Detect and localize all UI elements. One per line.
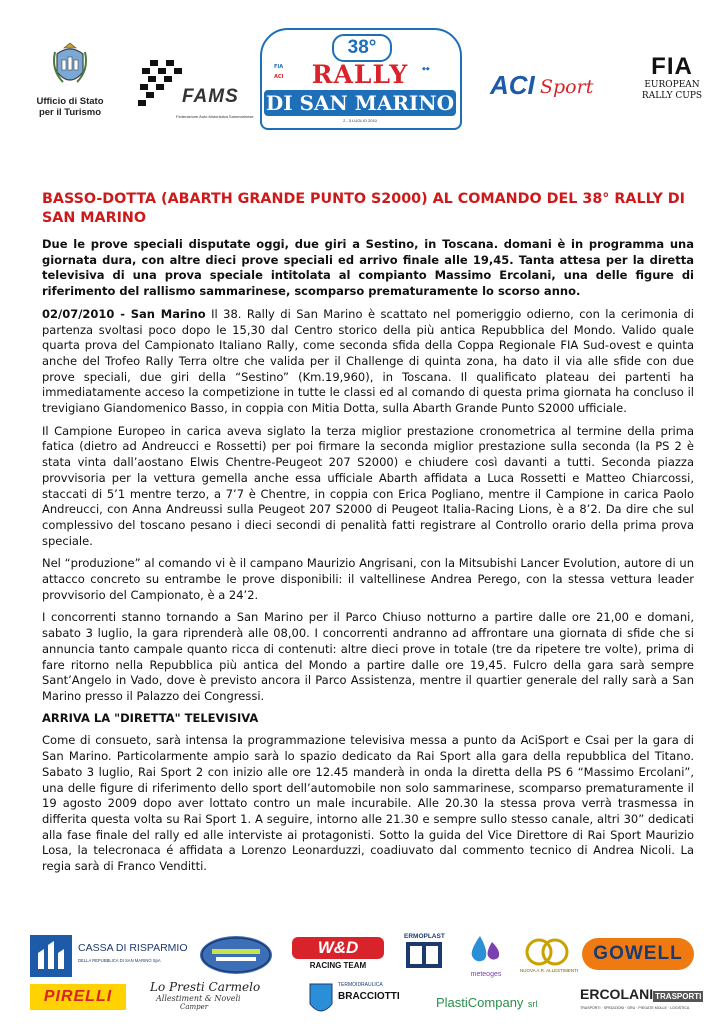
ellipse-badge-icon <box>200 936 272 974</box>
cassa-risparmio-logo <box>30 935 188 977</box>
article-dateline: 02/07/2010 - San Marino <box>42 306 206 321</box>
wd-sub: RACING TEAM <box>309 961 367 970</box>
checkered-flag-icon <box>138 58 186 108</box>
lo-presti-line3: Camper <box>180 1003 209 1011</box>
lo-presti-logo <box>150 980 280 1020</box>
plasticompany-logo <box>436 994 556 1014</box>
nuova-ar-name: NUOVA A.R. ALLESTIMENTI <box>520 968 579 973</box>
article-paragraph-1-text: Il 38. Rally di San Marino è scattato nel pomeriggio odierno, con la cerimonia di partenza svoltasi poco dopo le 15,30 dal Centro storico della più antica Repubblica del Mondo. Valido quale quarta prova del Campionato Italiano Rally, come seconda sfida della Coppa Regionale FIA Sud-ovest e quinta anche del Trofeo Rally Terra oltre che valida per il Challenge di quinta zona, ha dato il via alle sfide con due prove speciali, due giri della “Sestino” (Km.19,960), in Toscana. Il qualificato plateau dei partenti ha immediatamente acceso la competizione in tutte le classi ed al comando di questa prima giornata ha concluso il trevigiano Giandomenico Basso, in coppia con Mitia Dotta, sulla Abarth Grande Punto S2000 ufficiale. <box>42 306 694 416</box>
gowell-logo <box>582 938 694 970</box>
gowell-name: GOWELL <box>593 943 683 964</box>
ermoplast-logo <box>404 933 450 973</box>
window-frame-icon <box>404 940 444 970</box>
fia-mini-icon: FIA <box>274 64 284 70</box>
fams-logo <box>138 58 254 128</box>
bracciotti-name: BRACCIOTTI <box>338 991 400 1002</box>
aci-sport-logo <box>484 68 608 108</box>
pirelli-name: PIRELLI <box>43 988 113 1005</box>
aci-word: ACI <box>490 70 535 100</box>
sm-tourism-line1: Ufficio di Stato <box>36 96 104 107</box>
article <box>42 190 694 875</box>
fia-line2: RALLY CUPS <box>641 91 703 101</box>
rally-badge-logo <box>260 28 460 128</box>
ercolani-sub: TRASPORTI · SPEDIZIONI · GRU · PIEGATE MOLLE · LOGISTICA <box>580 1006 690 1010</box>
ercolani-tag: TRASPORTI <box>655 992 702 1001</box>
ermoplast-name: ERMOPLAST <box>404 933 445 940</box>
aci-mini-icon: ACI <box>274 74 284 80</box>
article-paragraph-4: I concorrenti stanno tornando a San Marino per il Parco Chiuso notturno a partire dalle ore 21,00 e domani, sabato 3 luglio, la gara riprenderà alle 08,00. I concorrenti andranno ad affrontare una giornata di sfide che si annuncia tanto campale quanto ricca di contenuti: altre dieci prove in totale (tre da ripetere tre volte), prima di fare ritorno nella Repubblica più antica del Mondo a partire dalle ore 19,45. Fulcro della gara sarà sempre Sant’Angelo in Vado, dove è previsto ancora il Parco Assistenza, mentre il quartier generale del rally sarà a San Marino presso il Palazzo dei Congressi. <box>42 610 694 703</box>
cassa-line2: DELLA REPUBBLICA DI SAN MARINO SpA <box>78 958 161 963</box>
water-drop-icon <box>462 934 510 966</box>
article-subheading: ARRIVA LA "DIRETTA" TELEVISIVA <box>42 710 259 725</box>
plasticompany-srl: srl <box>527 999 538 1009</box>
fia-logo <box>637 54 707 126</box>
sponsor-ellipse-logo <box>200 936 272 974</box>
fia-word: FIA <box>651 53 693 80</box>
cassa-emblem-icon <box>30 935 72 977</box>
wd-name: W&D <box>292 937 384 959</box>
sm-tourism-line2: per il Turismo <box>38 107 102 118</box>
bracciotti-logo <box>306 978 410 1022</box>
meteoges-name: meteoges <box>470 971 502 978</box>
bracciotti-top: TERMOIDRAULICA <box>338 982 383 988</box>
article-paragraph-3: Nel “produzione” al comando vi è il campano Maurizio Angrisani, con la Mitsubishi Lancer Evolution, autore di un attacco concreto su entrambe le prove disponibili: il valtellinese Andrea Perego, con la stessa vettura leader provvisorio del Campionato, è a 24’2. <box>42 556 694 602</box>
wd-racing-logo <box>292 937 384 971</box>
article-paragraph-2: Il Campione Europeo in carica aveva siglato la terza miglior prestazione cronometrica al termine della prima fatica (dietro ad Andreucci e Rossetti) per poi firmare la seconda miglior prestazione sulla seconda (la PS 2 è stata vinta dall’aostano Elwis Chentre-Peugeot 207 S2000) e chiudere così davanti a tutti. Seconda piazza provvisoria per la vettura gemella anche essa ufficiale Abarth affidata a Luca Rossetti e Matteo Chiarcossi, staccati di 5’1 mentre terzo, a 7’7 è Chentre, in coppia con Erica Pogliano, mentre il Campione in carica Paolo Andreucci, con Anna Andreussi sulla Peugeot 207 S2000 di Peugeot Italia-Racing Lions, è a 8’2. Da dire che sul complessivo del toscano pesano i dieci secondi di penalità fatti registrare al Controllo orario della prima prova speciale. <box>42 423 694 548</box>
coat-of-arms-icon <box>49 42 91 92</box>
rally-word: RALLY <box>311 60 409 89</box>
fams-subtitle: Federazione Auto Motoristica Sammarinese <box>176 114 254 119</box>
ercolani-logo <box>580 986 702 1016</box>
article-lead: Due le prove speciali disputate oggi, due giri a Sestino, in Toscana. domani è in programma una giornata dura, con altre dieci prove speciali ed arrivo finale alle 19,45. Tanta attesa per la diretta televisiva di una prova speciale intitolata al compianto Massimo Ercolani, una delle figure di riferimento del rallismo sammarinese, scomparso prematuramente lo scorso anno. <box>42 237 694 299</box>
fia-line1: EUROPEAN <box>644 80 700 90</box>
article-paragraph-5: Come di consueto, sarà intensa la programmazione televisiva messa a punto da AciSport e Csai per la gara di San Marino. Particolarmente ampio sarà lo spazio dedicato da Rai Sport alla gara della repubblica del Titano. Sabato 3 luglio, Rai Sport 2 con inizio alle ore 12.45 manderà in onda la diretta della PS 6 “Massimo Ercolani”, una delle figure di riferimento dello sport dell’automobile non solo sammarinese, scomparso prematuramente il 19 agosto 2009 dopo aver lottato contro un male incurabile. Alle 20.30 la stessa prova verrà trasmessa in differita questa volta su Rai Sport 1. A seguire, intorno alle 21.30 e sempre sullo stesso canale, altri 30” dedicati alla fase finale del rally ed alle interviste ai protagonisti. Sotto la guida del Vice Direttore di Rai Sport Maurizio Losa, la telecronaca é affidata a Lorenzo Leonarduzzi, coadiuvato dal commento tecnico di Andrea Nicoli. La regia sarà di Franco Venditti. <box>42 733 694 874</box>
lo-presti-line1: Lo Presti Carmelo <box>150 980 261 994</box>
meteoges-logo <box>462 934 510 976</box>
sport-word: Sport <box>540 76 594 98</box>
rally-date: 2 - 3 LUGLIO 2010 <box>343 118 377 123</box>
ercolani-name: ERCOLANI <box>580 986 654 1002</box>
lo-presti-line2: Allestiment & Noveli <box>156 994 241 1003</box>
article-paragraph-1 <box>42 307 694 417</box>
rally-edition: 38° <box>332 34 392 62</box>
cassa-line1: CASSA DI RISPARMIO <box>78 942 188 954</box>
header-logos <box>0 28 725 138</box>
article-title: BASSO-DOTTA (ABARTH GRANDE PUNTO S2000) AL COMANDO DEL 38° RALLY DI SAN MARINO <box>42 191 685 226</box>
plasticompany-name: PlastiCompany <box>436 995 524 1010</box>
nuova-ar-logo <box>520 932 579 976</box>
sm-tourism-logo <box>30 42 110 132</box>
rally-place: DI SAN MARINO <box>265 91 455 115</box>
sm-mini-icon: ◆◆ <box>422 66 430 72</box>
pirelli-logo <box>30 984 126 1010</box>
shield-icon <box>306 980 336 1020</box>
fams-name: FAMS <box>182 86 239 107</box>
